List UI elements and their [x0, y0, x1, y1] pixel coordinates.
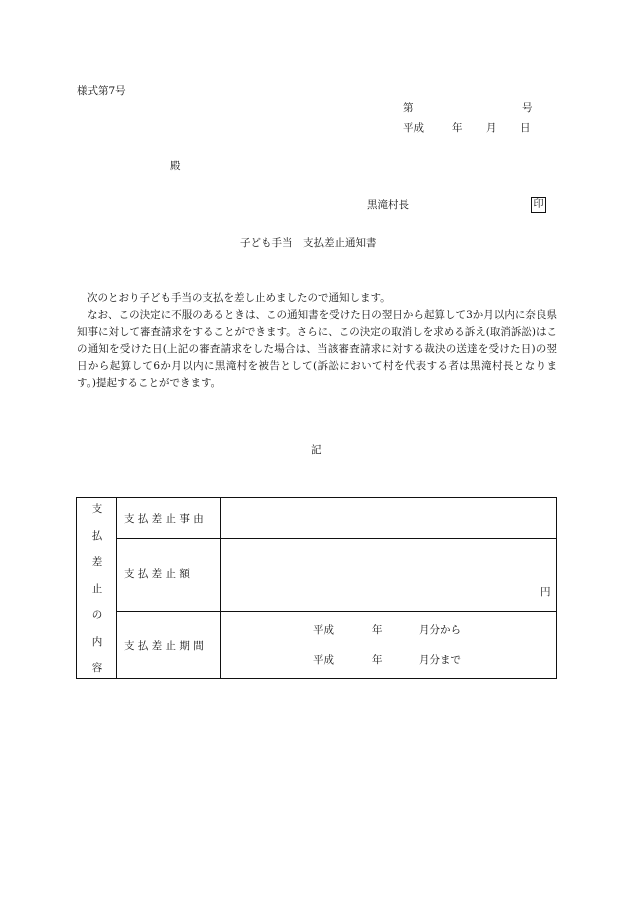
period-from-era: 平成: [313, 624, 334, 636]
row-divider: [116, 538, 557, 539]
vertical-char: 止: [91, 582, 103, 595]
appeal-paragraph: なお、この決定に不服のあるときは、この通知書を受けた日の翌日から起算して3か月以内に奈良県知事に対して審査請求をすることができます。さらに、この決定の取消しを求める訴え(取消訴訟)はこの通知を受けた日(上記の審査請求をした場合は、当該審査請求に対する裁決の送達を受けた日)の翌日から起算して6か月以内に黒滝村を被告として(訴訟において村を代表する者は黒滝村長となります。)提起することができます。: [77, 309, 557, 389]
doc-number-prefix: 第: [403, 102, 414, 114]
period-from-year: 年: [372, 624, 383, 636]
row-divider: [116, 611, 557, 612]
seal-stamp: 印: [531, 197, 546, 213]
amount-unit: 円: [540, 586, 551, 598]
form-number: 様式第7号: [77, 85, 126, 97]
vertical-char: の: [91, 609, 103, 622]
addressee-suffix: 殿: [170, 160, 181, 172]
period-from-suffix: 月分から: [419, 624, 461, 636]
date-day-label: 日: [520, 122, 531, 134]
reason-label: 支 払 差 止 事 由: [124, 513, 204, 525]
date-year-label: 年: [452, 122, 463, 134]
ki-label: 記: [311, 444, 322, 456]
vertical-char: 容: [91, 662, 103, 675]
vertical-char: 支: [91, 503, 103, 515]
period-to-suffix: 月分まで: [419, 654, 461, 666]
vertical-char: 内: [91, 635, 103, 648]
period-to-year: 年: [372, 654, 383, 666]
doc-number-suffix: 号: [522, 102, 533, 114]
period-label: 支 払 差 止 期 間: [124, 640, 204, 652]
period-to-era: 平成: [313, 654, 334, 666]
date-era: 平成: [403, 122, 424, 134]
notice-paragraph: 次のとおり子ども手当の支払を差し止めましたので通知します。: [87, 292, 391, 304]
body-text: [77, 290, 557, 392]
vertical-label: [77, 504, 117, 674]
vertical-char: 払: [91, 529, 103, 542]
vertical-char: 差: [91, 556, 103, 569]
amount-label: 支 払 差 止 額: [124, 568, 190, 580]
document-title: 子ども手当 支払差止通知書: [240, 237, 377, 249]
sender-title: 黒滝村長: [367, 199, 409, 211]
details-table: [76, 497, 557, 679]
date-month-label: 月: [486, 122, 497, 134]
